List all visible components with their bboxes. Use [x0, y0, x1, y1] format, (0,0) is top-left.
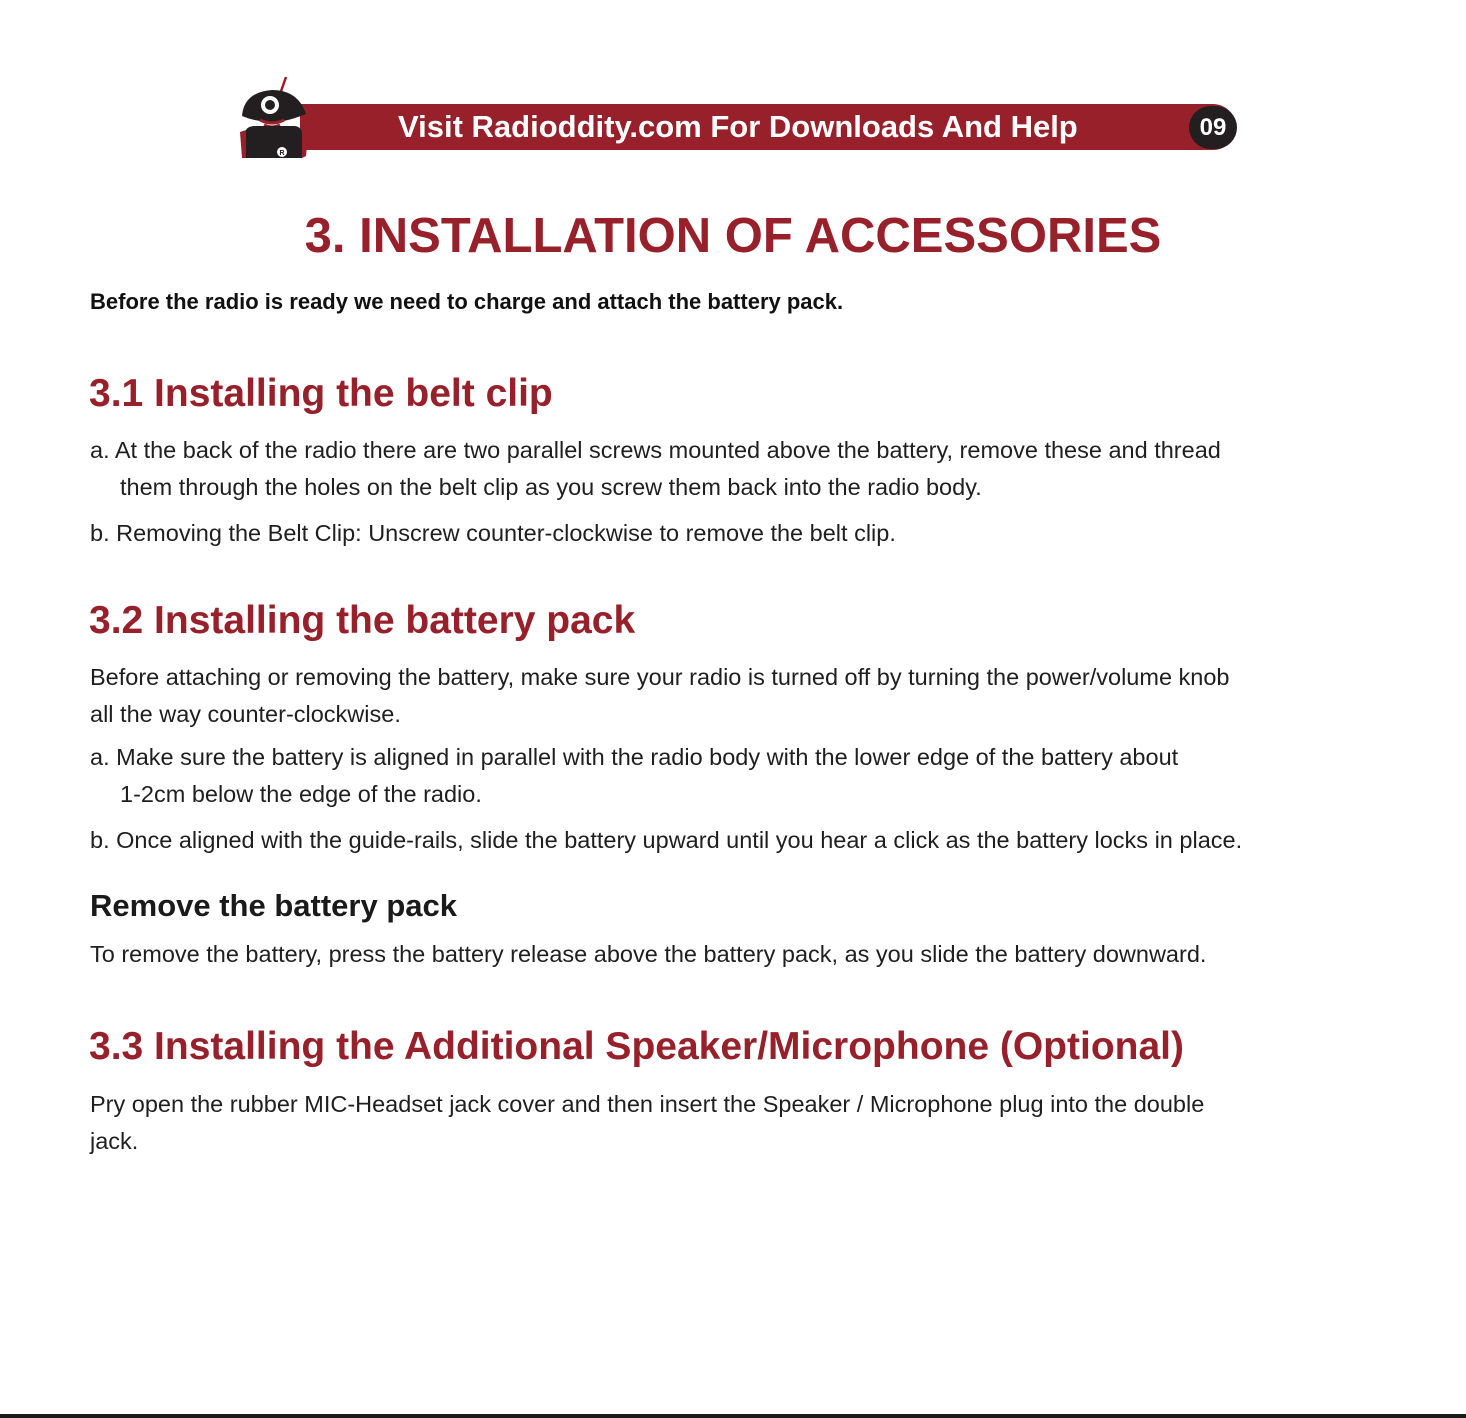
remove-battery-text: To remove the battery, press the battery release above the battery pack, as you slide the battery downward. [90, 941, 1207, 967]
section-3-2-item-a [90, 739, 1178, 813]
page-number-badge: 09 [1189, 106, 1237, 149]
svg-text:R: R [279, 150, 285, 157]
section-3-3-paragraph [90, 1086, 1204, 1160]
section-3-3-heading: 3.3 Installing the Additional Speaker/Microphone (Optional) [89, 1025, 1184, 1068]
section-3-2-item-b: b. Once aligned with the guide-rails, slide the battery upward until you hear a click as the battery locks in place. [90, 827, 1243, 853]
section-3-2-item-a-line1: a. Make sure the battery is aligned in parallel with the radio body with the lower edge of the battery about [90, 744, 1179, 770]
section-3-1-item-a-line2: them through the holes on the belt clip as you screw them back into the radio body. [120, 474, 982, 500]
header-banner-text: Visit Radioddity.com For Downloads And Help [398, 109, 1078, 144]
section-3-2-heading: 3.2 Installing the battery pack [89, 599, 636, 642]
bottom-divider [0, 1414, 1466, 1418]
section-3-2-item-a-line2: 1-2cm below the edge of the radio. [120, 781, 482, 807]
section-3-2-paragraph [90, 659, 1230, 733]
section-3-1-item-a-line1: a. At the back of the radio there are two parallel screws mounted above the battery, remove these and thread [90, 437, 1221, 463]
radioddity-robot-logo-icon [236, 74, 310, 164]
section-3-2-paragraph-line2: all the way counter-clockwise. [90, 701, 401, 727]
section-3-3-paragraph-line2: jack. [90, 1128, 139, 1154]
section-3-1-item-a [90, 432, 1221, 506]
section-3-2-paragraph-line1: Before attaching or removing the battery, make sure your radio is turned off by turning the power/volume knob [90, 664, 1230, 690]
section-3-1-heading: 3.1 Installing the belt clip [89, 372, 553, 415]
section-3-1-item-b: b. Removing the Belt Clip: Unscrew counter-clockwise to remove the belt clip. [90, 520, 896, 546]
page-title: 3. INSTALLATION OF ACCESSORIES [304, 209, 1162, 263]
intro-text: Before the radio is ready we need to charge and attach the battery pack. [90, 289, 844, 314]
section-3-3-paragraph-line1: Pry open the rubber MIC-Headset jack cover and then insert the Speaker / Microphone plug into the double [90, 1091, 1205, 1117]
remove-battery-heading: Remove the battery pack [90, 888, 457, 923]
